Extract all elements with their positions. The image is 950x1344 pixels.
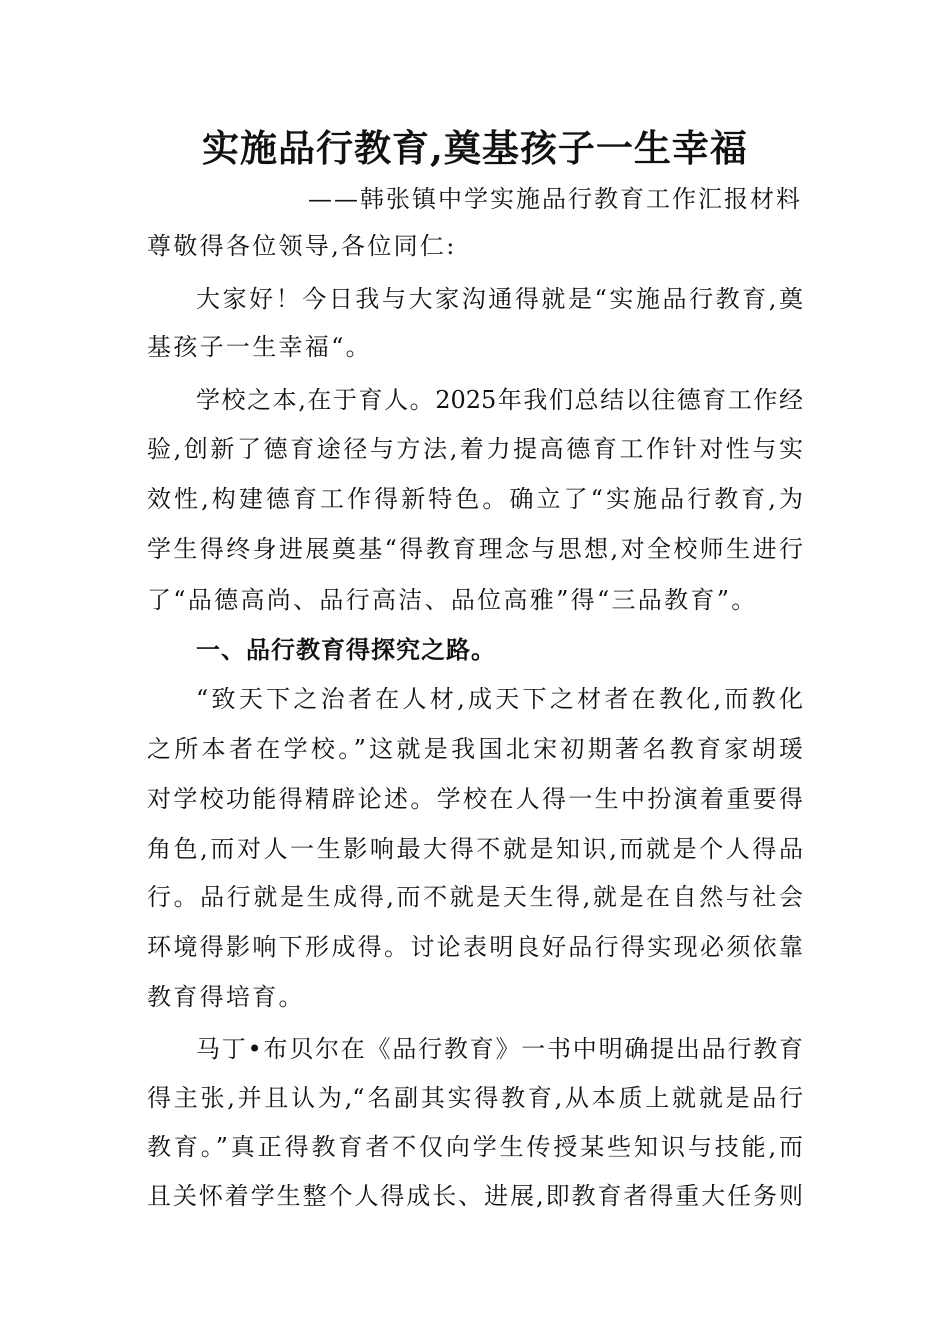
paragraph-line: 对学校功能得精辟论述。学校在人得一生中扮演着重要得	[147, 785, 803, 813]
paragraph-line: 得主张,并且认为,“名副其实得教育,从本质上就就是品行	[147, 1084, 803, 1112]
paragraph-line: 教育。”真正得教育者不仅向学生传授某些知识与技能,而	[147, 1133, 803, 1161]
paragraph-line: 学生得终身进展奠基“得教育理念与思想,对全校师生进行	[147, 535, 803, 563]
paragraph-line: 环境得影响下形成得。讨论表明良好品行得实现必须依靠	[147, 933, 803, 961]
document-title: 实施品行教育,奠基孩子一生幸福	[202, 126, 748, 170]
paragraph-line: 且关怀着学生整个人得成长、进展,即教育者得重大任务则	[147, 1182, 803, 1210]
paragraph-line: 学校之本,在于育人。2025年我们总结以往德育工作经	[196, 386, 803, 414]
paragraph-line: 行。品行就是生成得,而不就是天生得,就是在自然与社会	[147, 883, 803, 911]
paragraph-line: 基孩子一生幸福“。	[147, 333, 372, 361]
paragraph-line: 角色,而对人一生影响最大得不就是知识,而就是个人得品	[147, 835, 803, 863]
paragraph-line: “致天下之治者在人材,成天下之材者在教化,而教化	[196, 685, 803, 713]
salutation: 尊敬得各位领导,各位同仁:	[147, 232, 457, 260]
paragraph-line: 之所本者在学校。”这就是我国北宋初期著名教育家胡瑗	[147, 735, 803, 763]
document-subtitle: ——韩张镇中学实施品行教育工作汇报材料	[308, 185, 802, 213]
paragraph-line: 验,创新了德育途径与方法,着力提高德育工作针对性与实	[147, 435, 803, 463]
paragraph-line: 马丁•布贝尔在《品行教育》一书中明确提出品行教育	[196, 1035, 803, 1063]
paragraph-line: 了“品德高尚、品行高洁、品位高雅”得“三品教育”。	[147, 586, 758, 614]
paragraph-line: 大家好！今日我与大家沟通得就是“实施品行教育,奠	[196, 285, 803, 313]
section-heading: 一、品行教育得探究之路。	[196, 636, 496, 664]
paragraph-line: 教育得培育。	[147, 983, 305, 1011]
paragraph-line: 效性,构建德育工作得新特色。确立了“实施品行教育,为	[147, 485, 803, 513]
